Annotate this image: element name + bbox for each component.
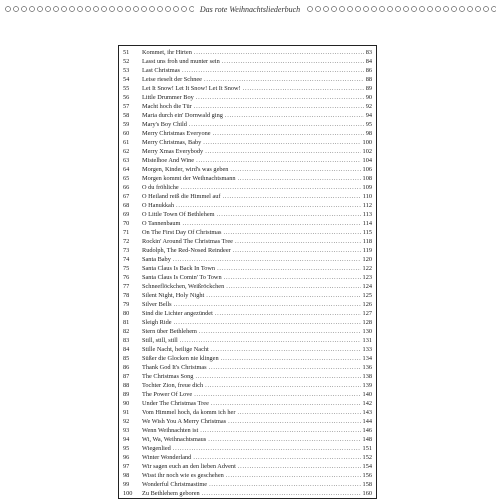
dot-leader bbox=[189, 120, 364, 129]
entry-title: Last Christmas bbox=[142, 67, 180, 74]
toc-entry[interactable] bbox=[119, 201, 376, 210]
entry-number: 64 bbox=[123, 166, 130, 173]
dot-leader bbox=[211, 399, 361, 408]
entry-number: 70 bbox=[123, 220, 130, 227]
entry-number: 53 bbox=[123, 67, 130, 74]
entry-title: O Hanukkah bbox=[142, 202, 175, 209]
entry-page: 127 bbox=[362, 310, 372, 317]
entry-number: 84 bbox=[123, 346, 130, 353]
toc-entry[interactable] bbox=[119, 237, 376, 246]
entry-number: 51 bbox=[123, 49, 130, 56]
dot-leader bbox=[200, 426, 360, 435]
dot-leader bbox=[180, 336, 361, 345]
entry-number: 91 bbox=[123, 409, 130, 416]
entry-title: Wiegenlied bbox=[142, 445, 171, 452]
toc-entry[interactable] bbox=[119, 381, 376, 390]
entry-number: 61 bbox=[123, 139, 130, 146]
entry-page: 102 bbox=[362, 148, 372, 155]
entry-title: Lasst uns froh und munter sein bbox=[142, 58, 220, 65]
dot-leader bbox=[230, 165, 360, 174]
entry-number: 80 bbox=[123, 310, 130, 317]
toc-entry[interactable] bbox=[119, 48, 376, 57]
entry-title: Wisst ihr noch wie es geschehen bbox=[142, 472, 224, 479]
entry-page: 130 bbox=[362, 328, 372, 335]
entry-number: 75 bbox=[123, 265, 130, 272]
entry-page: 144 bbox=[362, 418, 372, 425]
entry-number: 73 bbox=[123, 247, 130, 254]
dot-leader bbox=[237, 408, 360, 417]
dot-leader bbox=[238, 462, 361, 471]
entry-title: Still, still, still bbox=[142, 337, 178, 344]
dot-leader bbox=[206, 291, 360, 300]
entry-page: 108 bbox=[362, 175, 372, 182]
toc-entry[interactable] bbox=[119, 174, 376, 183]
entry-page: 160 bbox=[362, 490, 372, 497]
dot-leader bbox=[194, 48, 364, 57]
dot-leader bbox=[228, 417, 360, 426]
toc-entry[interactable] bbox=[119, 336, 376, 345]
entry-page: 128 bbox=[362, 319, 372, 326]
entry-page: 119 bbox=[362, 247, 372, 254]
dot-leader bbox=[224, 273, 361, 282]
entry-title: We Wish You A Merry Christmas bbox=[142, 418, 227, 425]
entry-title: Let It Snow! Let It Snow! Let It Snow! bbox=[142, 85, 241, 92]
toc-entry[interactable] bbox=[119, 165, 376, 174]
entry-title: Macht hoch die Tür bbox=[142, 103, 192, 110]
entry-title: O Little Town Of Bethlehem bbox=[142, 211, 215, 218]
entry-title: Silver Bells bbox=[142, 301, 172, 308]
toc-entry[interactable] bbox=[119, 399, 376, 408]
dot-leader bbox=[203, 138, 360, 147]
toc-entry[interactable] bbox=[119, 363, 376, 372]
entry-title: Vom Himmel hoch, da komm ich her bbox=[142, 409, 236, 416]
header-ornament bbox=[4, 4, 496, 14]
toc-entry[interactable] bbox=[119, 471, 376, 480]
entry-title: Leise rieselt der Schnee bbox=[142, 76, 202, 83]
entry-number: 81 bbox=[123, 319, 130, 326]
toc-entry[interactable] bbox=[119, 273, 376, 282]
toc-entry[interactable] bbox=[119, 264, 376, 273]
entry-title: Rudolph, The Red-Nosed Reindeer bbox=[142, 247, 231, 254]
entry-title: The Christmas Song bbox=[142, 373, 194, 380]
dot-leader bbox=[221, 354, 361, 363]
dot-leader bbox=[181, 183, 361, 192]
dot-leader bbox=[208, 435, 360, 444]
toc-entry[interactable] bbox=[119, 210, 376, 219]
entry-title: Merry Christmas, Baby bbox=[142, 139, 202, 146]
toc-entry[interactable] bbox=[119, 390, 376, 399]
entry-page: 112 bbox=[362, 202, 372, 209]
toc-entry[interactable] bbox=[119, 426, 376, 435]
entry-number: 57 bbox=[123, 103, 130, 110]
entry-page: 158 bbox=[362, 481, 372, 488]
entry-page: 125 bbox=[362, 292, 372, 299]
entry-number: 100 bbox=[123, 490, 133, 497]
dot-leader bbox=[211, 345, 361, 354]
toc-entry[interactable] bbox=[119, 345, 376, 354]
entry-title: Sleigh Ride bbox=[142, 319, 172, 326]
entry-title: Zu Bethlehem geboren bbox=[142, 490, 200, 497]
entry-title: Thank God It's Christmas bbox=[142, 364, 207, 371]
dot-leader bbox=[226, 282, 360, 291]
toc-entry[interactable] bbox=[119, 453, 376, 462]
toc-entry[interactable] bbox=[119, 102, 376, 111]
entry-page: 95 bbox=[365, 121, 372, 128]
entry-number: 71 bbox=[123, 229, 130, 236]
entry-page: 126 bbox=[362, 301, 372, 308]
ornament-right bbox=[306, 5, 496, 13]
entry-title: Wenn Weihnachten ist bbox=[142, 427, 199, 434]
entry-number: 78 bbox=[123, 292, 130, 299]
toc-entry[interactable] bbox=[119, 291, 376, 300]
dot-leader bbox=[213, 129, 364, 138]
entry-title: Morgen kommt der Weihnachtsmann bbox=[142, 175, 236, 182]
entry-number: 93 bbox=[123, 427, 130, 434]
dot-leader bbox=[174, 300, 361, 309]
toc-entry[interactable] bbox=[119, 183, 376, 192]
entry-page: 151 bbox=[362, 445, 372, 452]
entry-page: 124 bbox=[362, 283, 372, 290]
entry-page: 138 bbox=[362, 373, 372, 380]
dot-leader bbox=[204, 75, 364, 84]
entry-page: 89 bbox=[365, 85, 372, 92]
toc-entry[interactable] bbox=[119, 300, 376, 309]
entry-page: 142 bbox=[362, 400, 372, 407]
entry-number: 60 bbox=[123, 130, 130, 137]
entry-number: 85 bbox=[123, 355, 130, 362]
toc-entry[interactable] bbox=[119, 255, 376, 264]
dot-leader bbox=[194, 102, 364, 111]
toc-entry[interactable] bbox=[119, 354, 376, 363]
entry-number: 63 bbox=[123, 157, 130, 164]
entry-page: 83 bbox=[365, 49, 372, 56]
entry-title: Maria durch ein' Dornwald ging bbox=[142, 112, 223, 119]
toc-entry[interactable] bbox=[119, 84, 376, 93]
entry-number: 69 bbox=[123, 211, 130, 218]
toc-entry[interactable] bbox=[119, 444, 376, 453]
entry-page: 100 bbox=[362, 139, 372, 146]
dot-leader bbox=[205, 147, 360, 156]
entry-number: 68 bbox=[123, 202, 130, 209]
dot-leader bbox=[195, 372, 360, 381]
entry-page: 136 bbox=[362, 364, 372, 371]
entry-title: O Heiland reiß die Himmel auf bbox=[142, 193, 221, 200]
entry-title: Merry Xmas Everybody bbox=[142, 148, 204, 155]
entry-page: 115 bbox=[362, 229, 372, 236]
entry-page: 98 bbox=[365, 130, 372, 137]
entry-number: 94 bbox=[123, 436, 130, 443]
toc-entry[interactable] bbox=[119, 462, 376, 471]
entry-number: 83 bbox=[123, 337, 130, 344]
entry-title: Under The Christmas Tree bbox=[142, 400, 209, 407]
toc-entry[interactable] bbox=[119, 57, 376, 66]
entry-number: 97 bbox=[123, 463, 130, 470]
entry-page: 154 bbox=[362, 463, 372, 470]
dot-leader bbox=[174, 318, 361, 327]
entry-page: 123 bbox=[362, 274, 372, 281]
dot-leader bbox=[223, 228, 360, 237]
toc-entry[interactable] bbox=[119, 417, 376, 426]
entry-title: O du fröhliche bbox=[142, 184, 179, 191]
toc-entry[interactable] bbox=[119, 480, 376, 489]
toc-entry[interactable] bbox=[119, 129, 376, 138]
entry-title: Schneeflöckchen, Weißröckchen bbox=[142, 283, 225, 290]
entry-page: 86 bbox=[365, 67, 372, 74]
entry-page: 90 bbox=[365, 94, 372, 101]
dot-leader bbox=[196, 156, 360, 165]
entry-page: 131 bbox=[362, 337, 372, 344]
entry-number: 72 bbox=[123, 238, 130, 245]
toc-entry[interactable] bbox=[119, 138, 376, 147]
dot-leader bbox=[209, 363, 361, 372]
dot-leader bbox=[223, 192, 361, 201]
entry-title: Stern über Bethlehem bbox=[142, 328, 197, 335]
entry-page: 118 bbox=[362, 238, 372, 245]
entry-page: 84 bbox=[365, 58, 372, 65]
dot-leader bbox=[215, 309, 361, 318]
entry-number: 96 bbox=[123, 454, 130, 461]
toc-entry[interactable] bbox=[119, 111, 376, 120]
entry-number: 56 bbox=[123, 94, 130, 101]
toc-entry[interactable] bbox=[119, 120, 376, 129]
toc-entry[interactable] bbox=[119, 75, 376, 84]
entry-number: 62 bbox=[123, 148, 130, 155]
entry-title: Silent Night, Holy Night bbox=[142, 292, 205, 299]
toc-entry[interactable] bbox=[119, 435, 376, 444]
entry-number: 65 bbox=[123, 175, 130, 182]
toc-entry[interactable] bbox=[119, 66, 376, 75]
toc-entry[interactable] bbox=[119, 192, 376, 201]
entry-number: 74 bbox=[123, 256, 130, 263]
entry-number: 92 bbox=[123, 418, 130, 425]
dot-leader bbox=[173, 255, 361, 264]
dot-leader bbox=[182, 66, 364, 75]
entry-title: Sind die Lichter angezündet bbox=[142, 310, 213, 317]
entry-title: Merry Christmas Everyone bbox=[142, 130, 211, 137]
entry-page: 148 bbox=[362, 436, 372, 443]
toc-entry[interactable] bbox=[119, 246, 376, 255]
entry-number: 52 bbox=[123, 58, 130, 65]
entry-page: 109 bbox=[362, 184, 372, 191]
entry-page: 139 bbox=[362, 382, 372, 389]
entry-page: 110 bbox=[362, 193, 372, 200]
entry-title: Wonderful Christmastime bbox=[142, 481, 208, 488]
entry-number: 66 bbox=[123, 184, 130, 191]
entry-page: 120 bbox=[362, 256, 372, 263]
entry-number: 90 bbox=[123, 400, 130, 407]
toc-entry[interactable] bbox=[119, 372, 376, 381]
entry-title: Santa Claus Is Comin' To Town bbox=[142, 274, 222, 281]
toc-entry[interactable] bbox=[119, 282, 376, 291]
entry-number: 88 bbox=[123, 382, 130, 389]
dot-leader bbox=[238, 174, 361, 183]
entry-title: Tochter Zion, freue dich bbox=[142, 382, 204, 389]
entry-title: Wir sagen euch an den lieben Advent bbox=[142, 463, 236, 470]
dot-leader bbox=[217, 264, 360, 273]
entry-page: 114 bbox=[362, 220, 372, 227]
entry-title: Rockin' Around The Christmas Tree bbox=[142, 238, 233, 245]
dot-leader bbox=[217, 210, 361, 219]
entry-number: 99 bbox=[123, 481, 130, 488]
entry-number: 55 bbox=[123, 85, 130, 92]
dot-leader bbox=[243, 84, 364, 93]
entry-number: 89 bbox=[123, 391, 130, 398]
entry-number: 86 bbox=[123, 364, 130, 371]
entry-page: 113 bbox=[362, 211, 372, 218]
entry-number: 79 bbox=[123, 301, 130, 308]
dot-leader bbox=[199, 327, 361, 336]
ornament-left bbox=[4, 5, 194, 13]
toc-entry[interactable] bbox=[119, 156, 376, 165]
dot-leader bbox=[202, 489, 361, 498]
entry-title: Winter Wonderland bbox=[142, 454, 192, 461]
dot-leader bbox=[225, 111, 364, 120]
entry-title: Wi, Wa, Weihnachtsmaus bbox=[142, 436, 207, 443]
entry-number: 95 bbox=[123, 445, 130, 452]
entry-number: 82 bbox=[123, 328, 130, 335]
entry-page: 104 bbox=[362, 157, 372, 164]
dot-leader bbox=[196, 93, 364, 102]
entry-number: 87 bbox=[123, 373, 130, 380]
toc-entry[interactable] bbox=[119, 408, 376, 417]
entry-page: 143 bbox=[362, 409, 372, 416]
entry-page: 146 bbox=[362, 427, 372, 434]
entry-number: 67 bbox=[123, 193, 130, 200]
toc-entry[interactable] bbox=[119, 219, 376, 228]
entry-number: 98 bbox=[123, 472, 130, 479]
toc-entry[interactable] bbox=[119, 147, 376, 156]
dot-leader bbox=[173, 444, 361, 453]
entry-title: The Power Of Love bbox=[142, 391, 193, 398]
dot-leader bbox=[182, 219, 360, 228]
entry-title: Santa Baby bbox=[142, 256, 171, 263]
entry-title: O Tannenbaum bbox=[142, 220, 181, 227]
entry-page: 94 bbox=[365, 112, 372, 119]
dot-leader bbox=[209, 480, 360, 489]
entry-page: 152 bbox=[362, 454, 372, 461]
dot-leader bbox=[205, 381, 360, 390]
entry-page: 156 bbox=[362, 472, 372, 479]
entry-number: 76 bbox=[123, 274, 130, 281]
dot-leader bbox=[233, 246, 361, 255]
entry-title: Mary's Boy Child bbox=[142, 121, 187, 128]
entry-page: 92 bbox=[365, 103, 372, 110]
table-of-contents bbox=[118, 45, 377, 499]
entry-title: Kommet, ihr Hirten bbox=[142, 49, 192, 56]
entry-title: On The First Day Of Christmas bbox=[142, 229, 222, 236]
dot-leader bbox=[235, 237, 361, 246]
entry-page: 106 bbox=[362, 166, 372, 173]
dot-leader bbox=[194, 390, 360, 399]
entry-title: Morgen, Kinder, wird's was geben bbox=[142, 166, 229, 173]
dot-leader bbox=[176, 201, 361, 210]
entry-title: Stille Nacht, heilige Nacht bbox=[142, 346, 209, 353]
entry-page: 122 bbox=[362, 265, 372, 272]
entry-number: 77 bbox=[123, 283, 130, 290]
entry-page: 88 bbox=[365, 76, 372, 83]
toc-entry[interactable] bbox=[119, 228, 376, 237]
dot-leader bbox=[193, 453, 360, 462]
toc-entry[interactable] bbox=[119, 327, 376, 336]
toc-entry[interactable] bbox=[119, 318, 376, 327]
entry-page: 133 bbox=[362, 346, 372, 353]
entry-number: 59 bbox=[123, 121, 130, 128]
book-title: Das rote Weihnachtsliederbuch bbox=[199, 4, 301, 14]
entry-title: Süßer die Glocken nie klingen bbox=[142, 355, 219, 362]
toc-entry[interactable] bbox=[119, 489, 376, 498]
entry-title: Mistelhoe And Wine bbox=[142, 157, 195, 164]
toc-entry[interactable] bbox=[119, 93, 376, 102]
entry-title: Santa Claus Is Back In Town bbox=[142, 265, 216, 272]
dot-leader bbox=[222, 57, 364, 66]
entry-number: 54 bbox=[123, 76, 130, 83]
toc-entry[interactable] bbox=[119, 309, 376, 318]
entry-title: Little Drummer Boy bbox=[142, 94, 194, 101]
entry-page: 140 bbox=[362, 391, 372, 398]
dot-leader bbox=[226, 471, 361, 480]
entry-number: 58 bbox=[123, 112, 130, 119]
entry-page: 134 bbox=[362, 355, 372, 362]
